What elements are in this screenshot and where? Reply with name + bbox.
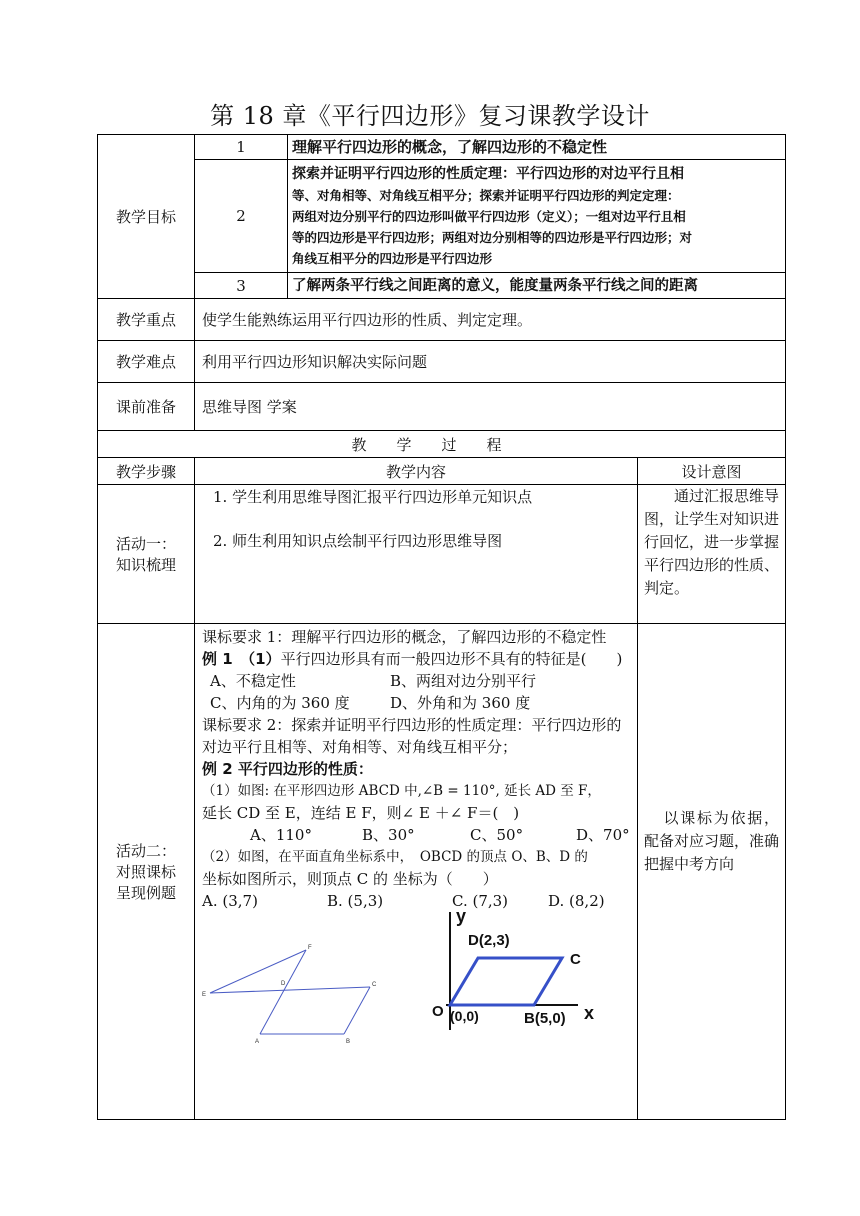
question-1-line2: 延长 CD 至 E，连结 E F，则∠ E ＋∠ F＝( ) <box>202 804 520 822</box>
goal-text-2 <box>288 160 786 273</box>
activity1-intent: 通过汇报思维导图，让学生对知识进行回忆，进一步掌握平行四边形的性质、判定。 <box>638 485 786 624</box>
activity2-label-line: 呈现例题 <box>115 884 176 902</box>
goals-label: 教学目标 <box>98 135 195 299</box>
option-c: C、内角的为 360 度 <box>210 694 350 712</box>
goal-number-2: 2 <box>195 160 288 273</box>
segment-ec <box>210 987 370 993</box>
segment-af <box>260 950 306 1034</box>
difficulty-label: 教学难点 <box>98 341 195 383</box>
segment-ef <box>210 950 306 993</box>
label-c: C <box>372 982 377 988</box>
q1-option-c: C、50° <box>470 826 524 844</box>
activity2-label-line: 对照课标 <box>115 863 176 881</box>
key-point-label: 教学重点 <box>98 299 195 341</box>
activity1-label-line: 知识梳理 <box>115 556 176 574</box>
activity1-label-line: 活动一： <box>115 535 176 553</box>
q2-option-c: C. (7,3) <box>452 892 509 910</box>
label-b-point: B(5,0) <box>524 1010 566 1027</box>
label-d: D <box>281 981 286 987</box>
col-header-step: 教学步骤 <box>98 458 195 485</box>
label-f: F <box>308 945 312 951</box>
question-1-line1: （1）如图: 在平形四边形 ABCD 中,∠B = 110°, 延长 AD 至 F， <box>202 783 601 799</box>
label-o-point: O <box>432 1003 444 1020</box>
activity1-item: 2. 师生利用知识点绘制平行四边形思维导图 <box>213 532 503 550</box>
activity2-label-line: 活动二： <box>115 842 176 860</box>
label-d-point: D(2,3) <box>468 932 510 949</box>
example-1-question <box>202 648 631 670</box>
activity1-item: 1. 学生利用思维导图汇报平行四边形单元知识点 <box>213 488 533 506</box>
coordinate-figure <box>420 902 610 1037</box>
figures-area <box>202 906 631 1047</box>
label-a: A <box>255 1039 260 1045</box>
goal-2-line: 角线互相平分的四边形是平行四边形 <box>292 250 493 266</box>
activity2-content <box>195 624 638 1120</box>
question-2-line2: 坐标如图所示，则顶点 C 的 坐标为（ ） <box>202 870 498 888</box>
goal-text-1: 理解平行四边形的概念，了解四边形的不稳定性 <box>288 135 786 160</box>
col-header-content: 教学内容 <box>195 458 638 485</box>
question-2-line1: （2）如图，在平面直角坐标系中， OBCD 的顶点 O、B、D 的 <box>202 849 588 865</box>
question-1-options <box>202 824 631 846</box>
option-d: D、外角和为 360 度 <box>390 694 531 712</box>
activity2-intent: 以课标为依据，配备对应习题，准确把握中考方向 <box>638 624 786 1120</box>
prep-text: 思维导图 学案 <box>195 383 786 431</box>
option-a: A、不稳定性 <box>210 672 296 690</box>
standard-2-line2: 对边平行且相等、对角相等、对角线互相平分； <box>202 738 518 756</box>
label-x-axis: x <box>584 1003 595 1023</box>
activity1-content <box>195 485 638 624</box>
lesson-plan-table <box>97 134 786 1120</box>
option-b: B、两组对边分别平行 <box>390 672 537 690</box>
example-1-heading: 例 1 （1） <box>202 650 281 668</box>
q2-option-a: A. (3,7) <box>202 892 258 910</box>
q1-option-b: B、30° <box>362 826 415 844</box>
goal-number-1: 1 <box>195 135 288 160</box>
goal-text-3: 了解两条平行线之间距离的意义，能度量两条平行线之间的距离 <box>288 273 786 299</box>
example-1-options-row2 <box>202 692 631 714</box>
example-2-heading: 例 2 平行四边形的性质： <box>202 760 373 778</box>
key-point-text: 使学生能熟练运用平行四边形的性质、判定定理。 <box>195 299 786 341</box>
goal-2-line: 两组对边分别平行的四边形叫做平行四边形（定义）；一组对边平行且相 <box>292 208 686 224</box>
label-e: E <box>202 992 207 998</box>
q1-option-d: D、70° <box>576 826 630 844</box>
q2-option-d: D. (8,2) <box>548 892 605 910</box>
page-title: 第 18 章《平行四边形》复习课教学设计 <box>210 102 650 130</box>
label-c-point: C <box>570 951 581 968</box>
goal-2-line: 探索并证明平行四边形的性质定理：平行四边形的对边平行且相 <box>292 165 684 182</box>
label-origin: (0,0) <box>450 1008 479 1024</box>
activity1-label <box>98 485 195 624</box>
segment-bc <box>344 987 370 1034</box>
q1-option-a: A、110° <box>250 826 312 844</box>
goal-number-3: 3 <box>195 273 288 299</box>
process-heading: 教学过程 <box>98 431 786 458</box>
standard-1: 课标要求 1：理解平行四边形的概念，了解四边形的不稳定性 <box>202 628 607 646</box>
prep-label: 课前准备 <box>98 383 195 431</box>
label-y-axis: y <box>456 906 467 926</box>
example-1-text: 平行四边形具有而一般四边形不具有的特征是( ) <box>280 650 623 668</box>
standard-2-line1: 课标要求 2：探索并证明平行四边形的性质定理：平行四边形的 <box>202 716 622 734</box>
q2-option-b: B. (5,3) <box>327 892 384 910</box>
activity2-label <box>98 624 195 1120</box>
parallelogram-obcd <box>450 958 562 1005</box>
difficulty-text: 利用平行四边形知识解决实际问题 <box>195 341 786 383</box>
label-b: B <box>346 1039 351 1045</box>
goal-2-line: 等的四边形是平行四边形；两组对边分别相等的四边形是平行四边形；对 <box>292 229 693 245</box>
example-1-options-row1 <box>202 670 631 692</box>
col-header-intent: 设计意图 <box>638 458 786 485</box>
goal-2-line: 等、对角相等、对角线互相平分；探索并证明平行四边形的判定定理： <box>292 187 680 203</box>
parallelogram-figure <box>202 922 392 1047</box>
